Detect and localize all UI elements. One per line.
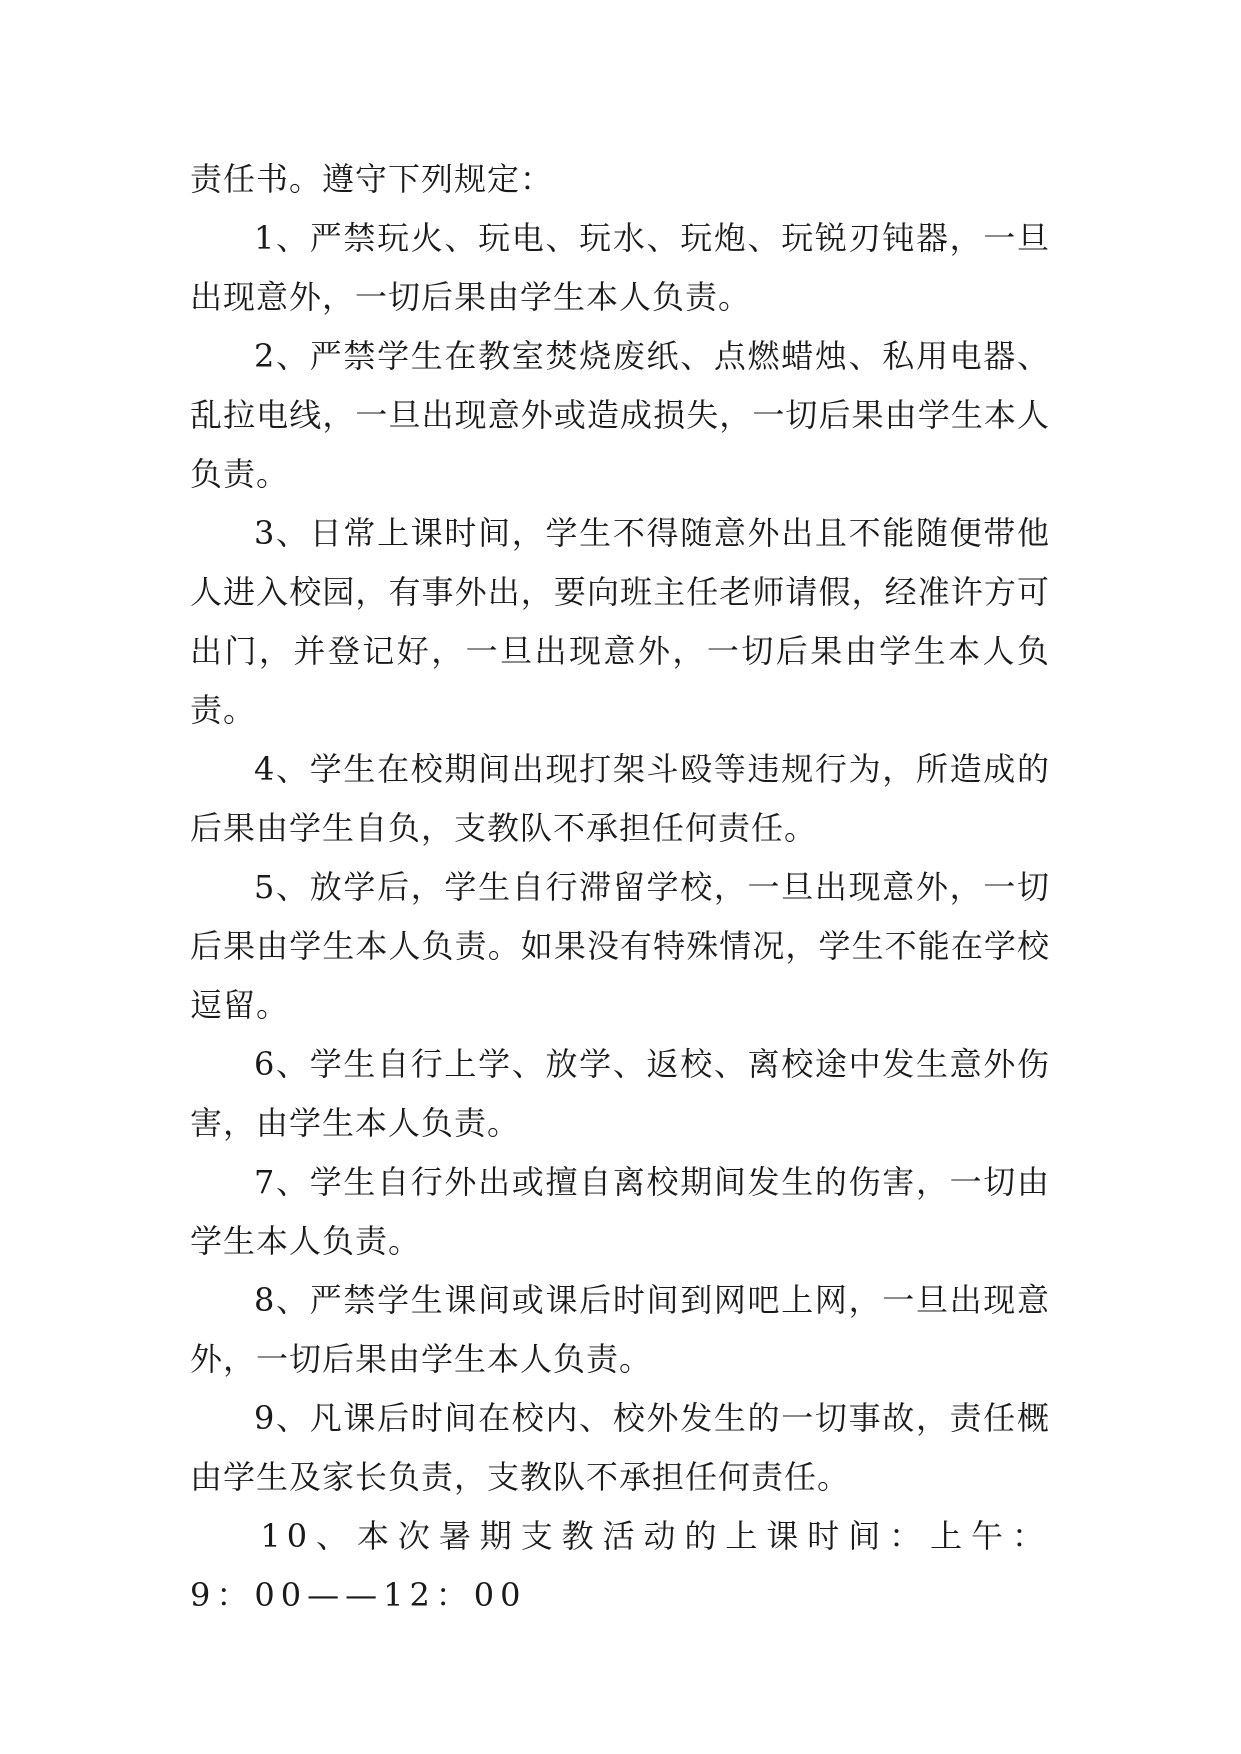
document-body — [190, 150, 1050, 1625]
rule-item-5: 5、放学后，学生自行滞留学校，一旦出现意外，一切后果由学生本人负责。如果没有特殊情况，学生不能在学校逗留。 — [190, 868, 1050, 1024]
rule-item-3: 3、日常上课时间，学生不得随意外出且不能随便带他人进入校园，有事外出，要向班主任老师请假，经准许方可出门，并登记好，一旦出现意外，一切后果由学生本人负责。 — [190, 514, 1050, 729]
intro-paragraph: 责任书。遵守下列规定： — [190, 160, 554, 198]
rule-item-7: 7、学生自行外出或擅自离校期间发生的伤害，一切由学生本人负责。 — [190, 1163, 1050, 1260]
rule-item-9: 9、凡课后时间在校内、校外发生的一切事故，责任概由学生及家长负责，支教队不承担任何责任。 — [190, 1399, 1050, 1496]
rule-item-8: 8、严禁学生课间或课后时间到网吧上网，一旦出现意外，一切后果由学生本人负责。 — [190, 1281, 1050, 1378]
rule-item-6: 6、学生自行上学、放学、返校、离校途中发生意外伤害，由学生本人负责。 — [190, 1045, 1050, 1142]
rule-item-1: 1、严禁玩火、玩电、玩水、玩炮、玩锐刃钝器，一旦出现意外，一切后果由学生本人负责。 — [190, 219, 1050, 316]
rule-item-4: 4、学生在校期间出现打架斗殴等违规行为，所造成的后果由学生自负，支教队不承担任何责任。 — [190, 750, 1050, 847]
rule-item-2: 2、严禁学生在教室焚烧废纸、点燃蜡烛、私用电器、乱拉电线，一旦出现意外或造成损失，一切后果由学生本人负责。 — [190, 337, 1050, 493]
rule-item-10: 10、本次暑期支教活动的上课时间：上午：9：00——12：00 — [190, 1517, 1050, 1614]
